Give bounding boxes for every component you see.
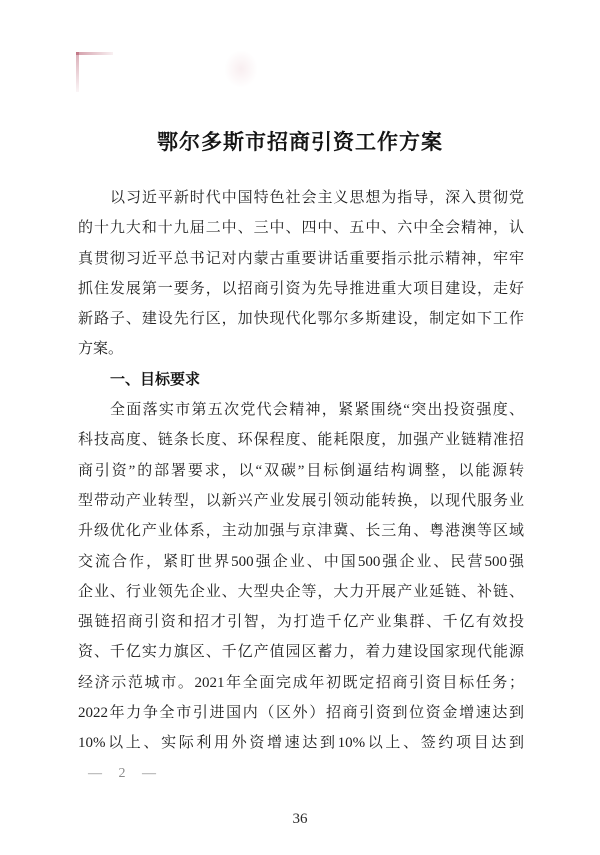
faint-stamp-residue: [224, 50, 258, 88]
body-line: 经济示范城市。2021年全面完成年初既定招商引资目标任务；: [78, 674, 524, 691]
body-line: 交流合作，紧盯世界500强企业、中国500强企业、民营500强: [78, 553, 524, 570]
body-line: 真贯彻习近平总书记对内蒙古重要讲话重要指示批示精神，牢牢: [78, 250, 524, 267]
body-line: 商引资”的部署要求，以“双碳”目标倒逼结构调整，以能源转: [78, 462, 524, 479]
body-line: 升级优化产业体系，主动加强与京津冀、长三角、粤港澳等区域: [78, 523, 524, 540]
stamp-corner-mark-icon: [76, 52, 79, 92]
body-line: 型带动产业转型，以新兴产业发展引领动能转换，以现代服务业: [78, 492, 524, 509]
body-line: 企业、行业领先企业、大型央企等，大力开展产业延链、补链、: [78, 583, 524, 600]
body-line: 2022年力争全市引进国内（区外）招商引资到位资金增速达到: [78, 705, 524, 722]
body-line: 以习近平新时代中国特色社会主义思想为指导，深入贯彻党: [110, 190, 524, 206]
body-line: 科技高度、链条长度、环保程度、能耗限度，加强产业链精准招: [78, 432, 524, 449]
section-heading: 一、目标要求: [110, 371, 201, 388]
page-footer-number: — 2 —: [88, 766, 159, 781]
body-line: 强链招商引资和招才引智，为打造千亿产业集群、千亿有效投: [78, 614, 524, 631]
body-line: 全面落实市第五次党代会精神，紧紧围绕“突出投资强度、: [110, 402, 524, 419]
body-line: 资、千亿实力旗区、千亿产值园区蓄力，着力建设国家现代能源: [78, 644, 524, 661]
body-line: 的十九大和十九届二中、三中、四中、五中、六中全会精神，认: [78, 220, 524, 237]
pdf-page-number: 36: [292, 811, 308, 827]
stamp-corner-mark-icon: [76, 52, 113, 55]
body-line: 新路子、建设先行区，加快现代化鄂尔多斯建设，制定如下工作: [78, 311, 524, 328]
body-line: 10%以上、实际利用外资增速达到10%以上、签约项目达到: [78, 735, 524, 752]
body-line: 方案。: [78, 341, 124, 358]
document-body: [78, 183, 524, 759]
body-line: 抓住发展第一要务，以招商引资为先导推进重大项目建设，走好: [78, 280, 524, 297]
document-title: 鄂尔多斯市招商引资工作方案: [157, 130, 443, 154]
